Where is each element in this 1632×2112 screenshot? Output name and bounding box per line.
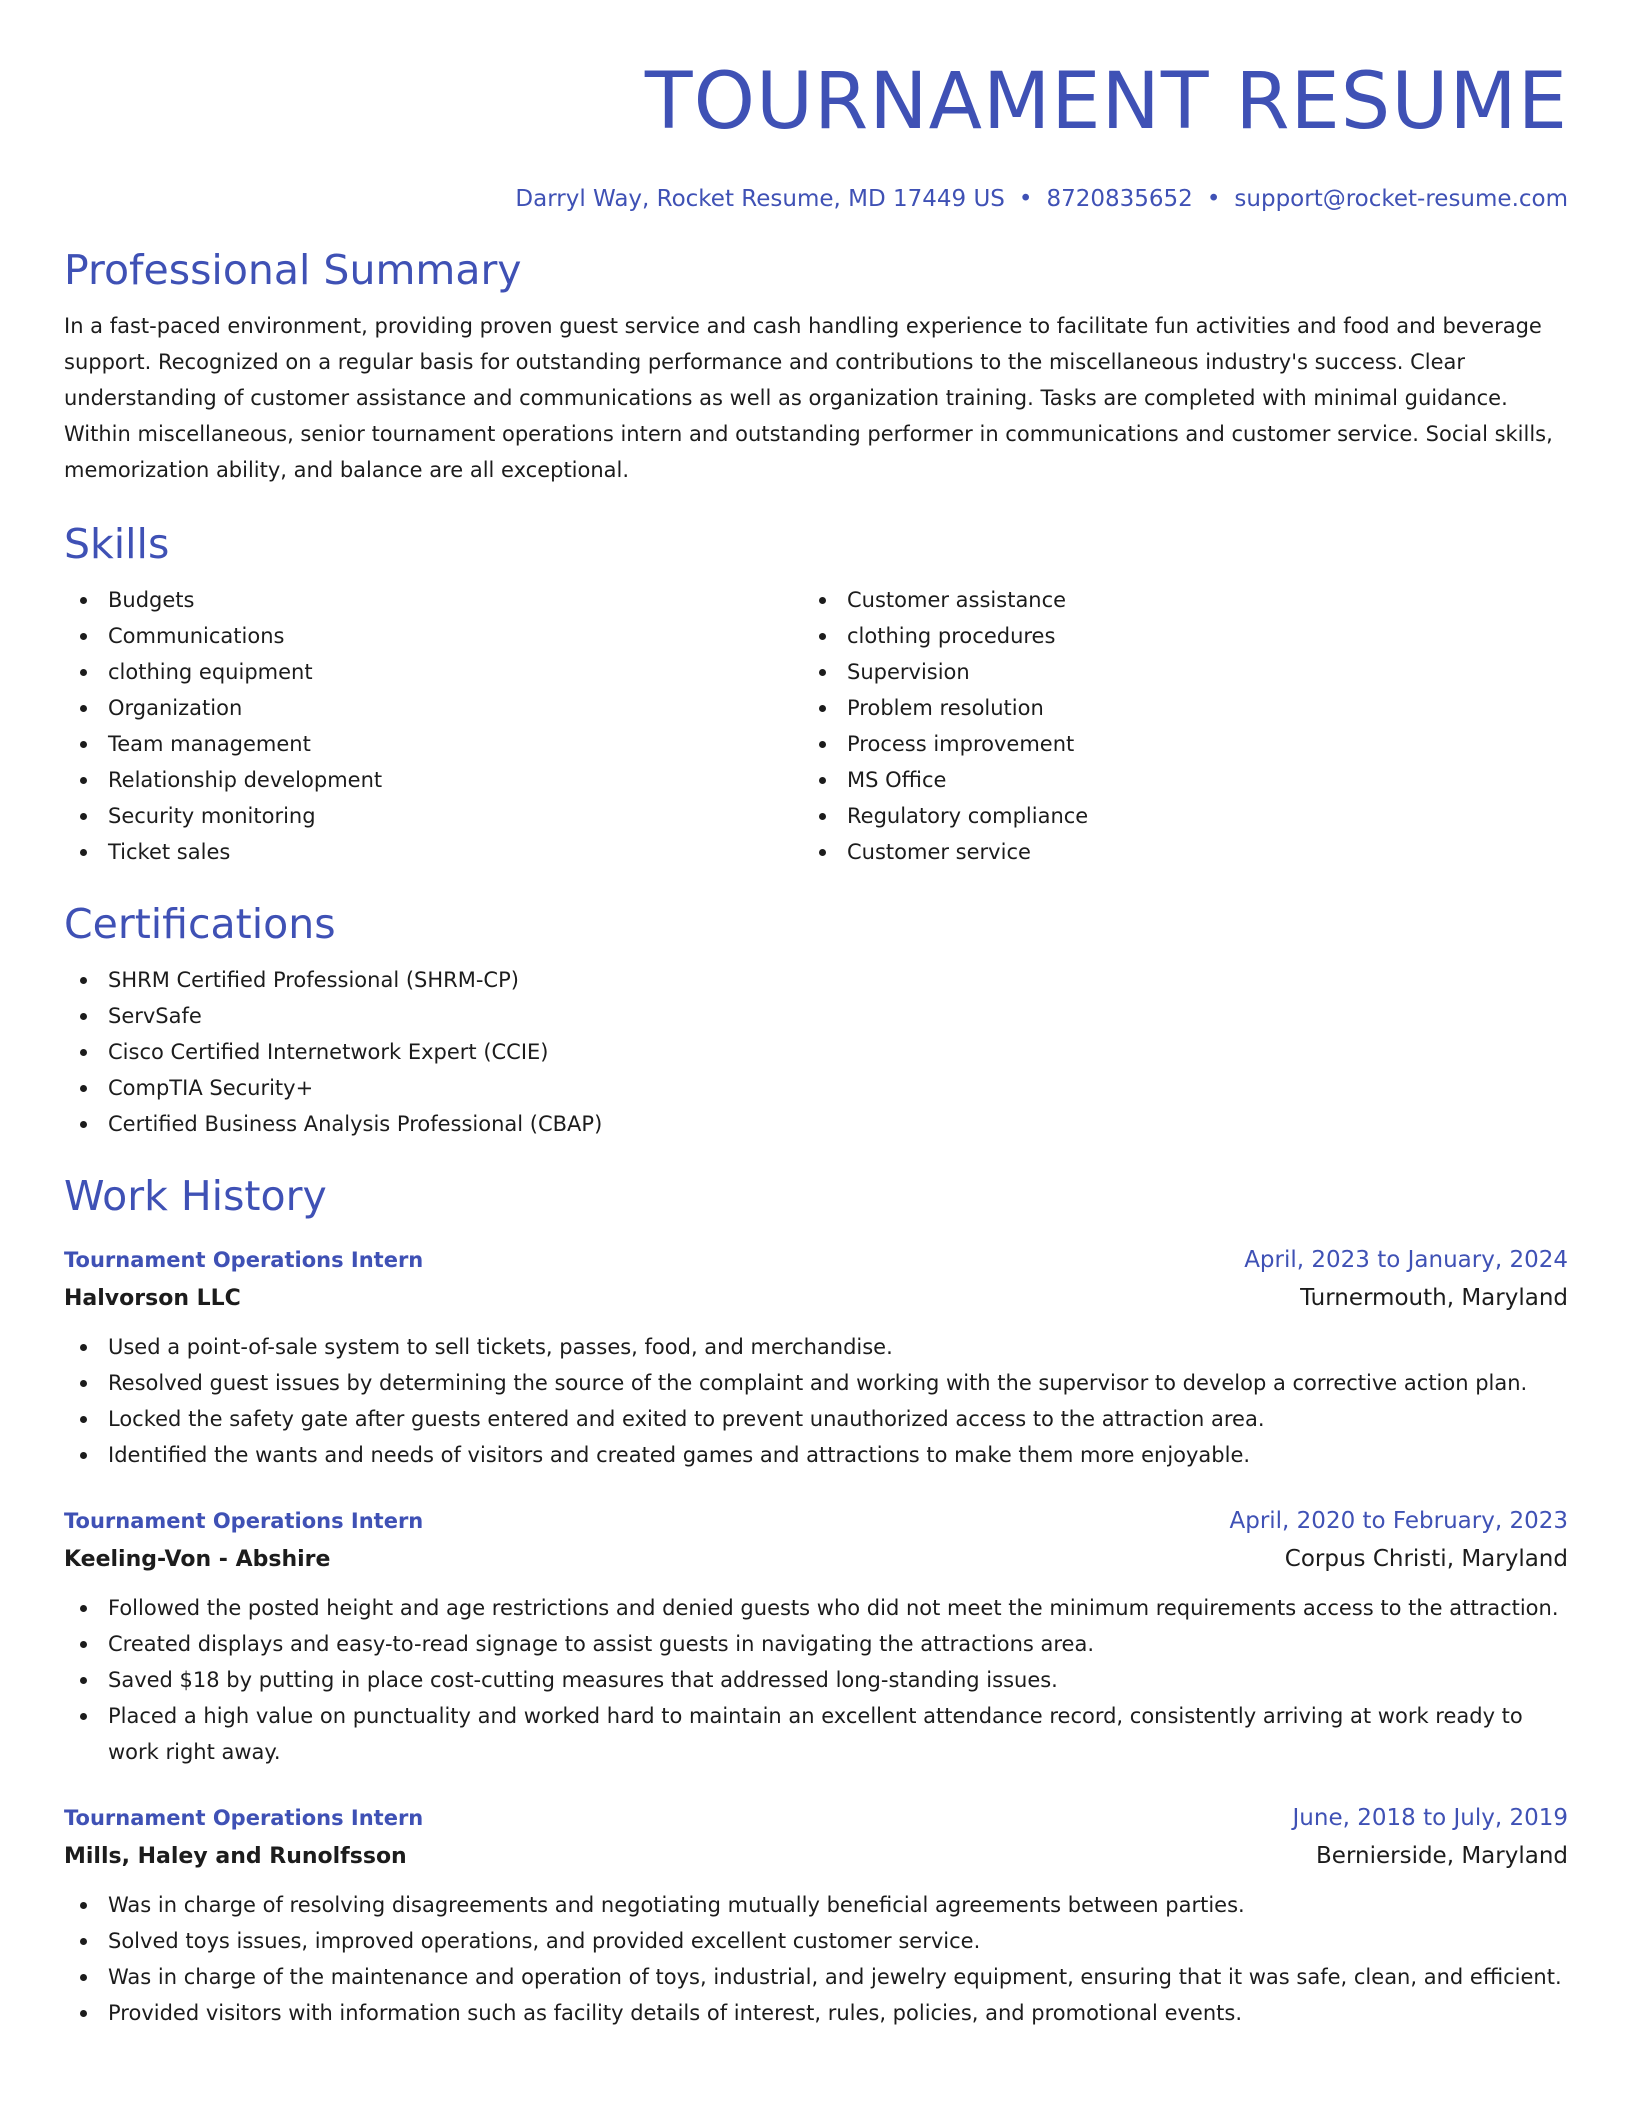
skill-item: Process improvement — [803, 726, 1568, 762]
certification-item: ServSafe — [64, 998, 1568, 1034]
job-company: Mills, Haley and Runolfsson — [64, 1844, 407, 1869]
job-bullet: Was in charge of the maintenance and operation of toys, industrial, and jewelry equipment, ensuring that it was safe, clean, and efficient. — [64, 1959, 1568, 1995]
skill-item: Customer service — [803, 834, 1568, 870]
job-dates: April, 2020 to February, 2023 — [1229, 1508, 1568, 1534]
job-bullet: Was in charge of resolving disagreements and negotiating mutually beneficial agreements between parties. — [64, 1887, 1568, 1923]
certification-item: Certified Business Analysis Professional (CBAP) — [64, 1106, 1568, 1142]
job-location: Turnermouth, Maryland — [1300, 1285, 1568, 1311]
skills-list-left — [64, 582, 803, 870]
job-dates: June, 2018 to July, 2019 — [1292, 1805, 1568, 1831]
skills-heading: Skills — [64, 520, 170, 568]
skill-item: MS Office — [803, 762, 1568, 798]
skills-list-right — [803, 582, 1568, 870]
resume-title: TOURNAMENT RESUME — [644, 57, 1568, 147]
job-bullet-list — [64, 1887, 1568, 2031]
skill-item: Supervision — [803, 654, 1568, 690]
skill-item: Communications — [64, 618, 803, 654]
summary-heading: Professional Summary — [64, 246, 522, 294]
skill-item: Regulatory compliance — [803, 798, 1568, 834]
job-dates: April, 2023 to January, 2024 — [1244, 1247, 1568, 1273]
job-bullet-list — [64, 1329, 1568, 1473]
job-bullet: Placed a high value on punctuality and worked hard to maintain an excellent attendance record, consistently arriving at work ready to work right away. — [64, 1698, 1568, 1770]
work-history-section — [64, 1170, 1568, 2031]
job-company: Keeling-Von - Abshire — [64, 1547, 331, 1572]
contact-line — [64, 184, 1568, 214]
job-bullet: Provided visitors with information such as facility details of interest, rules, policies, and promotional events. — [64, 1995, 1568, 2031]
job-header-row — [64, 1242, 1568, 1278]
summary-text: In a fast-paced environment, providing proven guest service and cash handling experience to facilitate fun activities and food and beverage support. Recognized on a regular basis for outstanding performance and contributions to the miscellaneous industry's success. Clear understanding of customer assistance and communications as well as organization training. Tasks are completed with minimal guidance. Within miscellaneous, senior tournament operations intern and outstanding performer in communications and customer service. Social skills, memorization ability, and balance are all exceptional. — [64, 314, 1553, 482]
certification-item: Cisco Certified Internetwork Expert (CCIE) — [64, 1034, 1568, 1070]
skill-item: clothing procedures — [803, 618, 1568, 654]
skill-item: Problem resolution — [803, 690, 1568, 726]
job-employer-row — [64, 1836, 1568, 1877]
skill-item: Team management — [64, 726, 803, 762]
skill-item: Budgets — [64, 582, 803, 618]
job-bullet: Locked the safety gate after guests entered and exited to prevent unauthorized access to the attraction area. — [64, 1401, 1568, 1437]
skill-item: Organization — [64, 690, 803, 726]
contact-phone: 8720835652 — [1046, 186, 1193, 212]
summary-section — [64, 244, 1568, 488]
job-bullet: Saved $18 by putting in place cost-cutting measures that addressed long-standing issues. — [64, 1662, 1568, 1698]
skills-section — [64, 518, 1568, 870]
certifications-heading: Certifications — [64, 900, 336, 948]
job-entry — [64, 1800, 1568, 2031]
job-bullet: Solved toys issues, improved operations, and provided excellent customer service. — [64, 1923, 1568, 1959]
job-bullet: Used a point-of-sale system to sell tickets, passes, food, and merchandise. — [64, 1329, 1568, 1365]
skill-item: Security monitoring — [64, 798, 803, 834]
skill-item: clothing equipment — [64, 654, 803, 690]
job-bullet: Created displays and easy-to-read signage to assist guests in navigating the attractions area. — [64, 1626, 1568, 1662]
resume-header — [64, 50, 1568, 214]
contact-email[interactable]: support@rocket-resume.com — [1234, 186, 1568, 212]
contact-address: Darryl Way, Rocket Resume, MD 17449 US — [515, 186, 1005, 212]
certifications-section — [64, 898, 1568, 1142]
certification-item: CompTIA Security+ — [64, 1070, 1568, 1106]
job-bullet: Resolved guest issues by determining the source of the complaint and working with the supervisor to develop a corrective action plan. — [64, 1365, 1568, 1401]
contact-separator: • — [1018, 186, 1033, 212]
job-role: Tournament Operations Intern — [64, 1248, 424, 1272]
job-role: Tournament Operations Intern — [64, 1806, 424, 1830]
skill-item: Customer assistance — [803, 582, 1568, 618]
job-entry — [64, 1503, 1568, 1770]
job-bullet: Followed the posted height and age restrictions and denied guests who did not meet the minimum requirements access to the attraction. — [64, 1590, 1568, 1626]
job-company: Halvorson LLC — [64, 1286, 241, 1311]
skill-item: Relationship development — [64, 762, 803, 798]
work-history-heading: Work History — [64, 1172, 327, 1220]
job-employer-row — [64, 1278, 1568, 1319]
job-location: Corpus Christi, Maryland — [1284, 1546, 1568, 1572]
job-header-row — [64, 1503, 1568, 1539]
contact-separator: • — [1206, 186, 1221, 212]
job-role: Tournament Operations Intern — [64, 1509, 424, 1533]
job-bullet: Identified the wants and needs of visitors and created games and attractions to make them more enjoyable. — [64, 1437, 1568, 1473]
certification-item: SHRM Certified Professional (SHRM-CP) — [64, 962, 1568, 998]
job-employer-row — [64, 1539, 1568, 1580]
job-location: Bernierside, Maryland — [1316, 1843, 1568, 1869]
skills-grid — [64, 582, 1568, 870]
skill-item: Ticket sales — [64, 834, 803, 870]
job-bullet-list — [64, 1590, 1568, 1770]
job-header-row — [64, 1800, 1568, 1836]
job-entry — [64, 1242, 1568, 1473]
certifications-list — [64, 962, 1568, 1142]
